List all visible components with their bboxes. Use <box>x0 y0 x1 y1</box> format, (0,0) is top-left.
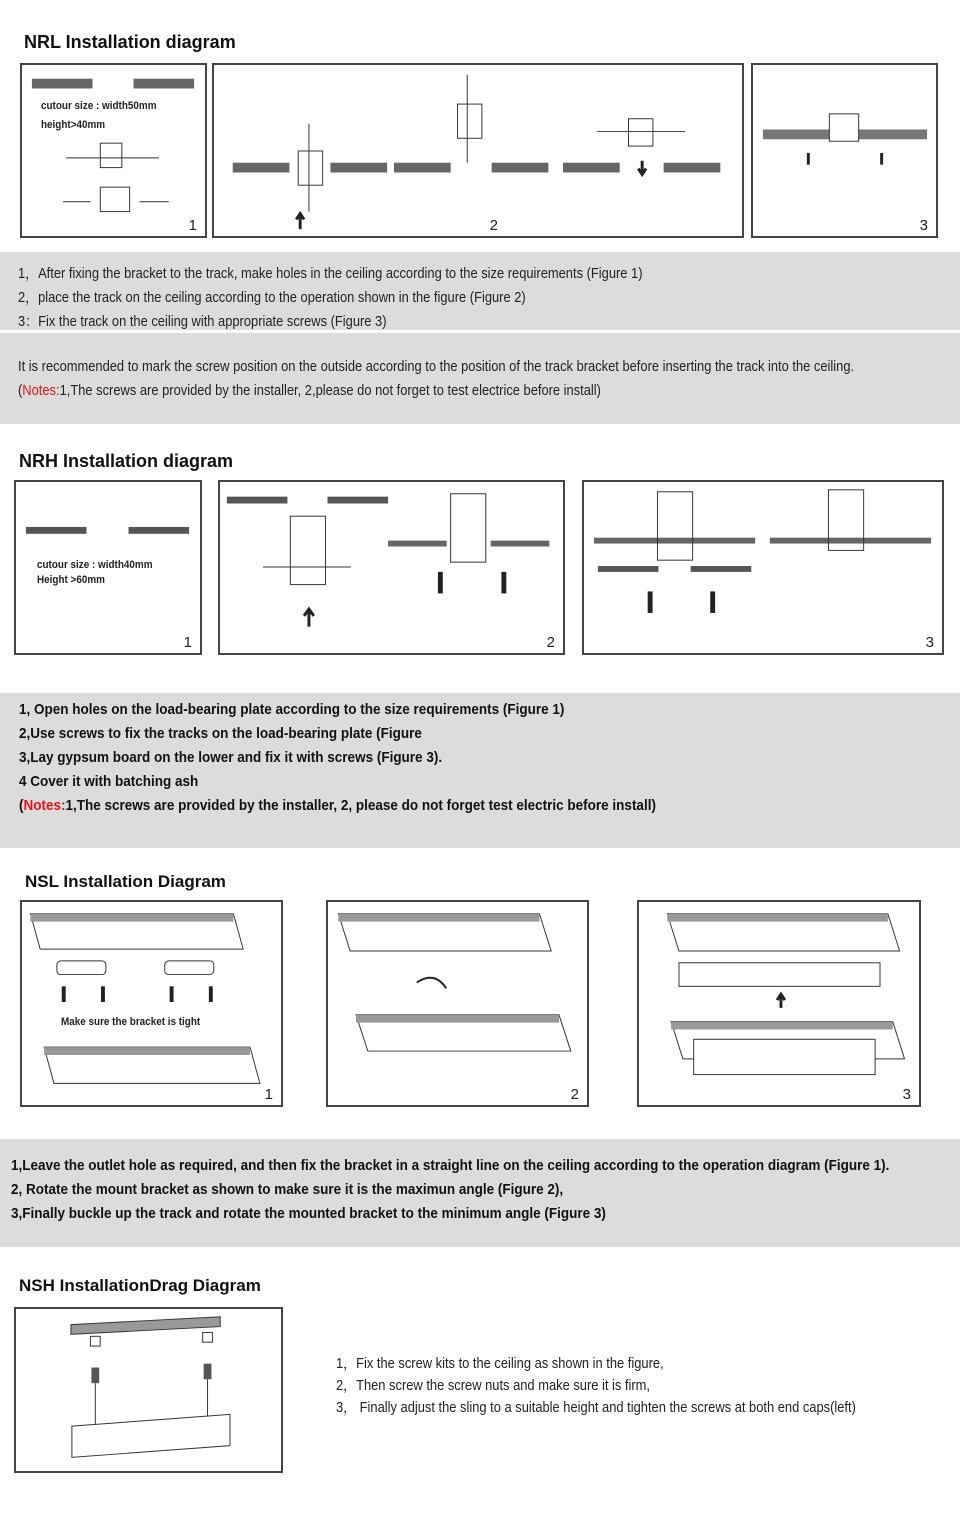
nrl-cutout-height: height>40mm <box>41 119 106 131</box>
nrl-figure-2 <box>212 63 744 238</box>
nrl-recommendation: It is recommended to mark the screw position on the outside according to the position of the track bracket before inserting the track into the ceiling. <box>18 358 855 375</box>
nrh-cutout-width: cutour size : width40mm <box>37 559 153 571</box>
nsl-step-1: 1,Leave the outlet hole as required, and then fix the bracket in a straight line on the ceiling according to the operation diagram (Figure 1). <box>11 1157 890 1174</box>
nsh-figure <box>14 1307 283 1473</box>
nsh-step-1: 1，Fix the screw kits to the ceiling as shown in the figure, <box>336 1355 664 1372</box>
nsl-figure-3 <box>637 900 921 1107</box>
notes-label: Notes: <box>22 382 60 399</box>
nrl-step-1: 1，After fixing the bracket to the track, make holes in the ceiling according to the size requirements (Figure 1) <box>18 265 643 282</box>
nrl-notes-box <box>0 333 960 424</box>
nsl-steps-box <box>0 1139 960 1247</box>
nrh-step-1: 1, Open holes on the load-bearing plate according to the size requirements (Figure 1) <box>19 701 565 718</box>
nrl-step-3: 3：Fix the track on the ceiling with appropriate screws (Figure 3) <box>18 313 387 330</box>
nrh-steps-box <box>0 693 960 848</box>
nsh-title: NSH InstallationDrag Diagram <box>19 1276 261 1295</box>
figure-number: 3 <box>919 217 928 234</box>
figure-number: 1 <box>188 217 197 234</box>
notes-text: 1,The screws are provided by the installer, 2,please do not forget to test electrice before install) <box>59 382 601 399</box>
nrh-step-4: 4 Cover it with batching ash <box>19 773 199 790</box>
nrl-cutout-width: cutour size : width50mm <box>41 100 157 112</box>
nsh-step-3: 3， Finally adjust the sling to a suitable height and tighten the screws at both end caps(left) <box>336 1399 856 1416</box>
nsl-title: NSL Installation Diagram <box>25 872 226 891</box>
nrh-cutout-height: Height >60mm <box>37 574 105 586</box>
nrl-step-2: 2，place the track on the ceiling according to the operation shown in the figure (Figure 2) <box>18 289 526 306</box>
nrl-steps-box <box>0 252 960 330</box>
nrh-title: NRH Installation diagram <box>19 451 234 471</box>
nrh-figure-3 <box>582 480 944 655</box>
nsh-step-2: 2，Then screw the screw nuts and make sure it is firm, <box>336 1377 651 1394</box>
notes-paren: ( <box>19 797 24 814</box>
nrh-step-3: 3,Lay gypsum board on the lower and fix it with screws (Figure 3). <box>19 749 443 766</box>
nsl-figure-2 <box>326 900 589 1107</box>
figure-number: 3 <box>902 1086 911 1103</box>
figure-number: 1 <box>183 634 192 651</box>
figure-number: 1 <box>264 1086 273 1103</box>
figure-number: 3 <box>925 634 934 651</box>
nrh-figure-1 <box>14 480 202 655</box>
notes-paren: ( <box>18 382 23 399</box>
nrl-figure-3 <box>751 63 938 238</box>
notes-label: Notes: <box>23 797 66 814</box>
notes-text: 1,The screws are provided by the installer, 2, please do not forget test electric before install) <box>65 797 656 814</box>
nsl-warning: Make sure the bracket is tight <box>61 1016 201 1028</box>
nrh-notes <box>19 797 656 814</box>
nsl-step-2: 2, Rotate the mount bracket as shown to make sure it is the maximun angle (Figure 2), <box>11 1181 564 1198</box>
nsl-figure-1 <box>20 900 283 1107</box>
nrl-title: NRL Installation diagram <box>24 32 236 52</box>
figure-number: 2 <box>546 634 555 651</box>
nrh-figure-2 <box>218 480 565 655</box>
nsl-step-3: 3,Finally buckle up the track and rotate the mounted bracket to the minimum angle (Figure 3) <box>11 1205 606 1222</box>
nrl-notes <box>18 382 601 399</box>
nrl-figure-1 <box>20 63 207 238</box>
nrh-step-2: 2,Use screws to fix the tracks on the load-bearing plate (Figure <box>19 725 422 742</box>
figure-number: 2 <box>570 1086 579 1103</box>
figure-number: 2 <box>489 217 498 234</box>
